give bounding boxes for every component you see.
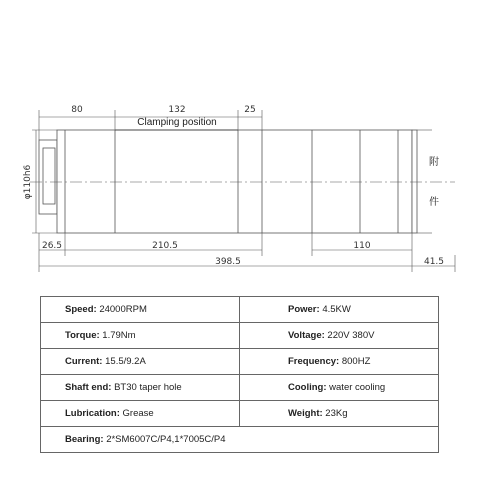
dim-26-5: 26.5 bbox=[41, 241, 63, 251]
spec-frequency: Frequency: 800HZ bbox=[240, 349, 439, 375]
spec-speed: Speed: 24000RPM bbox=[41, 297, 240, 323]
spec-lubrication: Lubrication: Grease bbox=[41, 401, 240, 427]
table-row bbox=[41, 427, 439, 453]
clamping-position-label: Clamping position bbox=[137, 117, 217, 128]
table-row bbox=[41, 349, 439, 375]
diameter-label: φ110h6 bbox=[23, 164, 33, 200]
front-cap-inner bbox=[43, 148, 55, 204]
side-char-1: 附 bbox=[429, 157, 439, 168]
spec-cooling: Cooling: water cooling bbox=[240, 375, 439, 401]
table-row bbox=[41, 323, 439, 349]
spindle-body bbox=[57, 130, 412, 233]
dim-132: 132 bbox=[168, 105, 186, 115]
dim-41-5: 41.5 bbox=[423, 257, 445, 267]
side-char-2: 件 bbox=[429, 197, 439, 208]
spec-bearing: Bearing: 2*SM6007C/P4,1*7005C/P4 bbox=[41, 427, 439, 453]
table-row bbox=[41, 375, 439, 401]
spec-weight: Weight: 23Kg bbox=[240, 401, 439, 427]
rear-cap bbox=[412, 130, 417, 233]
spec-table bbox=[40, 296, 439, 453]
spec-shaft-end: Shaft end: BT30 taper hole bbox=[41, 375, 240, 401]
dim-110: 110 bbox=[353, 241, 371, 251]
dim-210-5: 210.5 bbox=[152, 241, 178, 251]
table-row bbox=[41, 297, 439, 323]
dim-25: 25 bbox=[244, 105, 256, 115]
table-row bbox=[41, 401, 439, 427]
spec-torque: Torque: 1.79Nm bbox=[41, 323, 240, 349]
dim-80: 80 bbox=[71, 105, 83, 115]
dim-398-5: 398.5 bbox=[215, 257, 241, 267]
spec-voltage: Voltage: 220V 380V bbox=[240, 323, 439, 349]
spec-current: Current: 15.5/9.2A bbox=[41, 349, 240, 375]
spec-power: Power: 4.5KW bbox=[240, 297, 439, 323]
